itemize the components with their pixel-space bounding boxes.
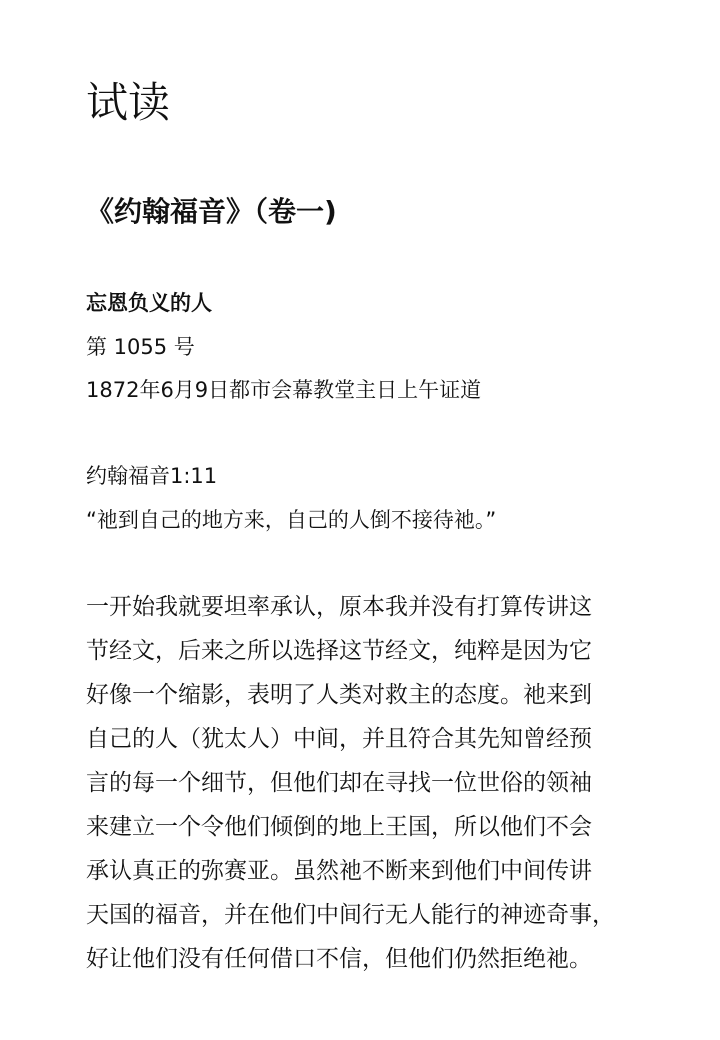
body-line: 来建立一个令他们倾倒的地上王国，所以他们不会	[86, 814, 592, 840]
body-line: 天国的福音，并在他们中间行无人能行的神迹奇事，	[86, 902, 615, 928]
body-line: 承认真正的弥赛亚。虽然祂不断来到他们中间传讲	[86, 858, 592, 884]
body-line: 一开始我就要坦率承认，原本我并没有打算传讲这	[86, 594, 592, 620]
body-line: 言的每一个细节，但他们却在寻找一位世俗的领袖	[86, 770, 592, 796]
sermon-date: 1872年6月9日都市会幕教堂主日上午证道	[86, 378, 482, 402]
book-title: 《约翰福音》（卷一)	[86, 195, 337, 228]
scripture-reference: 约翰福音1:11	[86, 464, 218, 488]
body-line: 节经文，后来之所以选择这节经文，纯粹是因为它	[86, 638, 592, 664]
sermon-body	[86, 589, 646, 985]
body-line: 好让他们没有任何借口不信，但他们仍然拒绝祂。	[86, 946, 592, 972]
sermon-number: 第 1055 号	[86, 335, 195, 359]
scripture-quote: “祂到自己的地方来，自己的人倒不接待祂。”	[86, 508, 497, 532]
body-line: 自己的人（犹太人）中间，并且符合其先知曾经预	[86, 726, 592, 752]
body-line: 好像一个缩影，表明了人类对救主的态度。祂来到	[86, 682, 592, 708]
page-title: 试读	[86, 78, 171, 127]
sermon-title: 忘恩负义的人	[86, 291, 212, 315]
